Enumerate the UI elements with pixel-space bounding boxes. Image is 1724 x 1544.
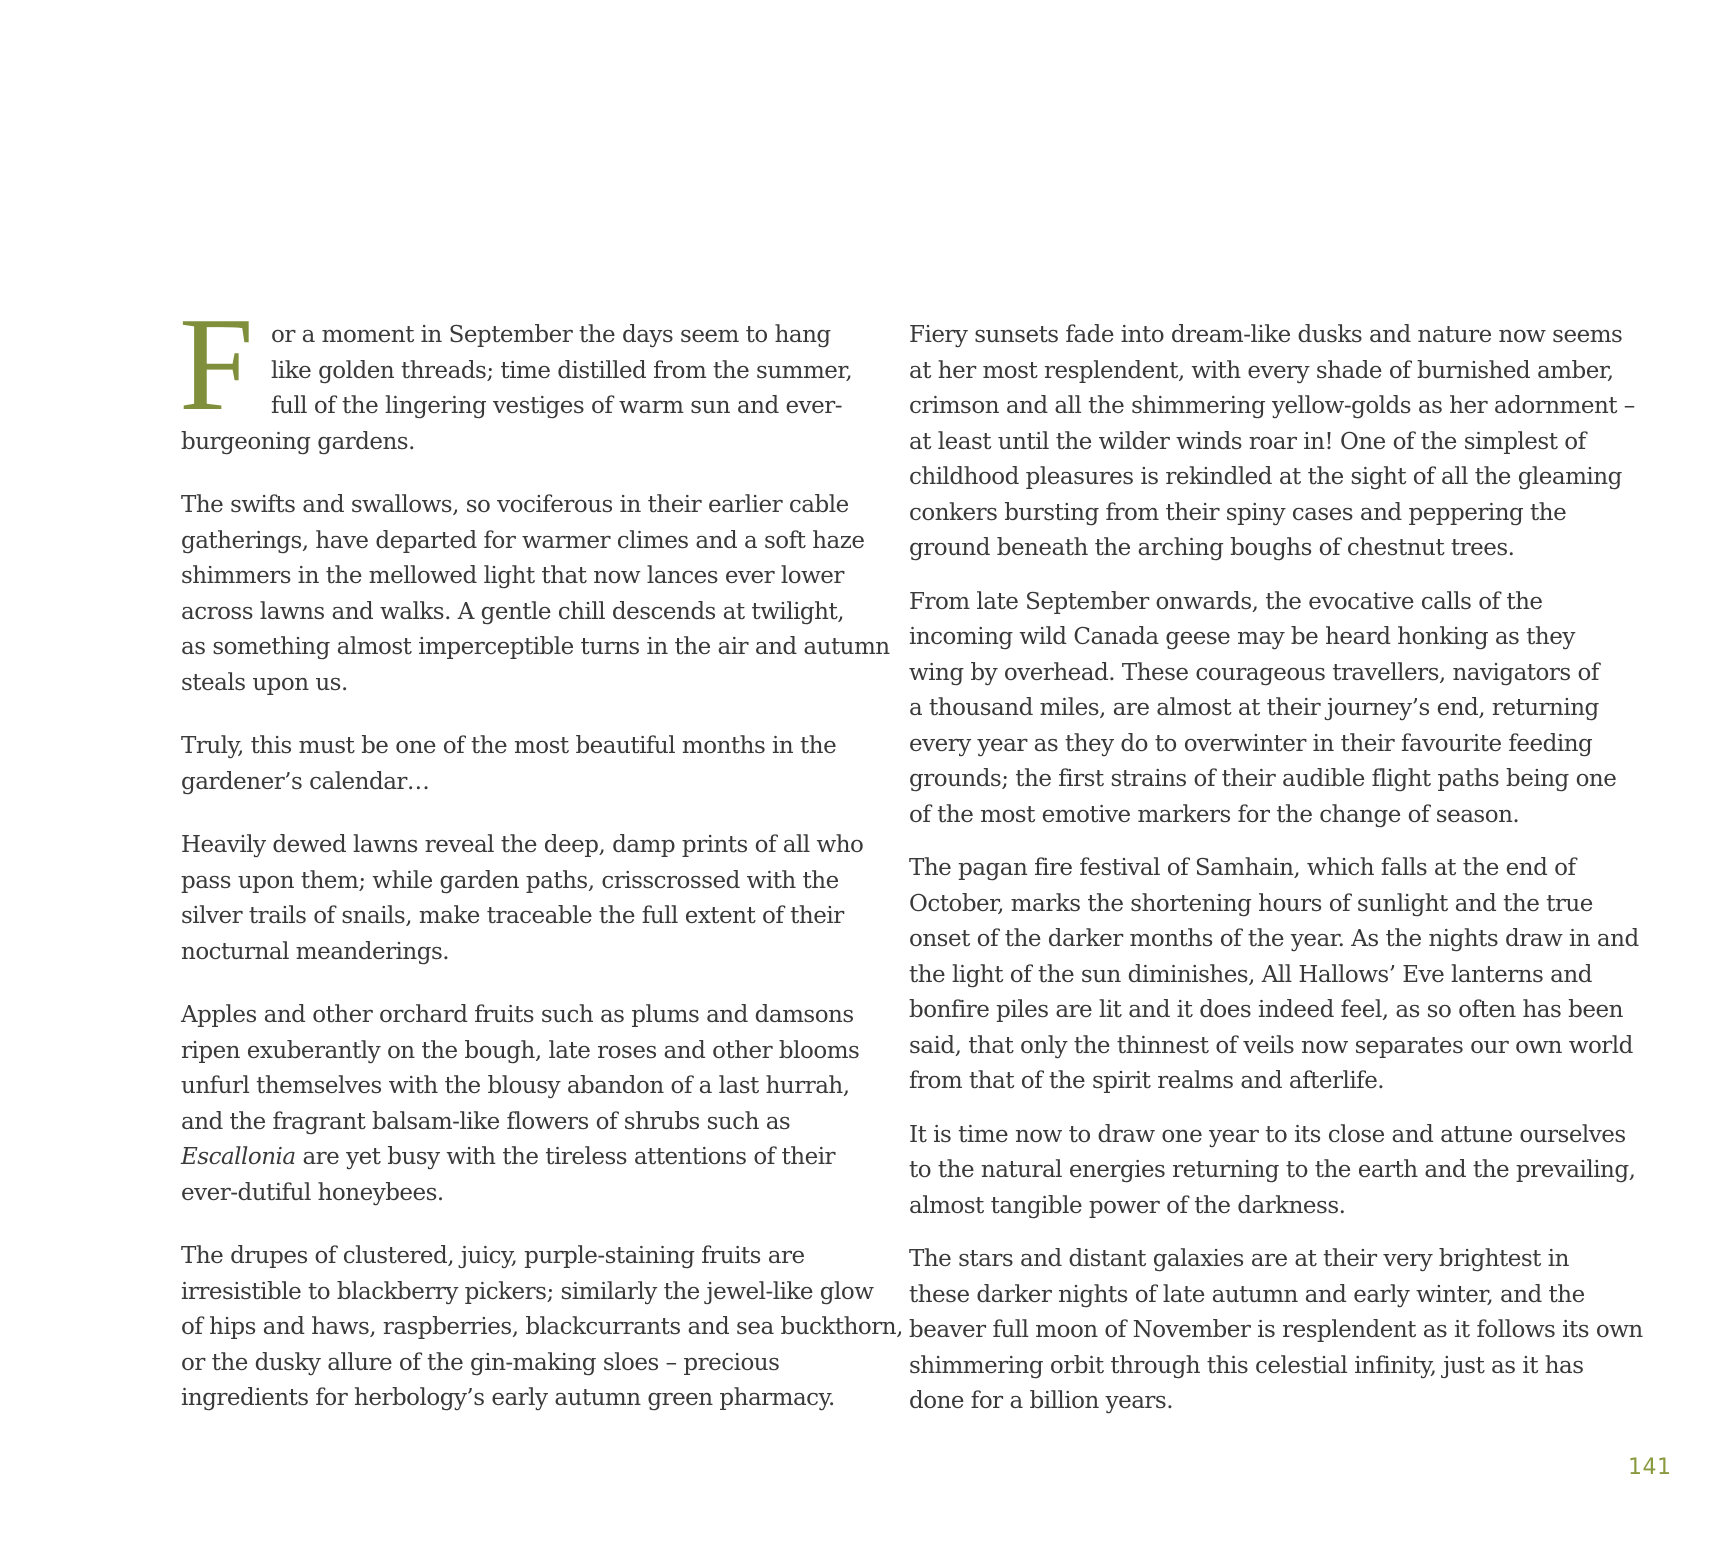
text-line: burgeoning gardens. — [181, 428, 415, 455]
text-line: pass upon them; while garden paths, crisscrossed with the — [181, 867, 839, 894]
text-line: at her most resplendent, with every shade of burnished amber, — [909, 357, 1614, 384]
text-line: unfurl themselves with the blousy abandon of a last hurrah, — [181, 1073, 850, 1099]
text-line: Truly, this must be one of the most beautiful months in the — [181, 733, 837, 759]
text-line: nocturnal meanderings. — [181, 938, 450, 965]
text-line: onset of the darker months of the year. As the nights draw in and — [909, 926, 1639, 952]
text-line: The pagan fire festival of Samhain, which falls at the end of — [909, 855, 1576, 881]
text-line: conkers bursting from their spiny cases and peppering the — [909, 499, 1567, 526]
text-line: Apples and other orchard fruits such as plums and damsons — [181, 1002, 854, 1028]
text-line: The drupes of clustered, juicy, purple-staining fruits are — [181, 1243, 805, 1269]
text-line: incoming wild Canada geese may be heard honking as they — [909, 624, 1575, 650]
text-line: beaver full moon of November is resplendent as it follows its own — [909, 1317, 1643, 1343]
paragraph-3 — [181, 729, 881, 800]
text-line: ground beneath the arching boughs of chestnut trees. — [909, 535, 1515, 561]
text-line: a thousand miles, are almost at their journey’s end, returning — [909, 695, 1599, 721]
text-line: bonfire piles are lit and it does indeed feel, as so often has been — [909, 997, 1623, 1023]
paragraph-2 — [181, 488, 890, 701]
text-line: The stars and distant galaxies are at their very brightest in — [909, 1246, 1569, 1272]
paragraph-1 — [909, 318, 1635, 567]
text-line: at least until the wilder winds roar in! One of the simplest of — [909, 428, 1586, 455]
text-line: shimmering orbit through this celestial infinity, just as it has — [909, 1352, 1584, 1379]
page-number: 141 — [1628, 1455, 1672, 1480]
text-line: From late September onwards, the evocative calls of the — [909, 588, 1543, 615]
paragraph-5 — [909, 1242, 1643, 1420]
text-line: these darker nights of late autumn and early winter, and the — [909, 1281, 1585, 1308]
text-line: or the dusky allure of the gin-making sloes – precious — [181, 1349, 780, 1376]
text-line: silver trails of snails, make traceable the full extent of their — [181, 903, 844, 929]
text-line: October, marks the shortening hours of sunlight and the true — [909, 890, 1593, 917]
drop-cap: F — [179, 290, 254, 438]
text-line: crimson and all the shimmering yellow-golds as her adornment – — [909, 393, 1635, 419]
text-line: irresistible to blackberry pickers; similarly the jewel-like glow — [181, 1278, 874, 1305]
paragraph-2 — [909, 585, 1629, 834]
text-line: done for a billion years. — [909, 1388, 1174, 1414]
left-column — [179, 290, 903, 1445]
text-line: full of the lingering vestiges of warm sun and ever- — [271, 393, 842, 419]
text-line: or a moment in September the days seem to hang — [271, 322, 831, 348]
text-line: across lawns and walks. A gentle chill descends at twilight, — [181, 598, 845, 625]
text-line: like golden threads; time distilled from the summer, — [271, 357, 853, 384]
text-line: said, that only the thinnest of veils now separates our own world — [909, 1032, 1633, 1059]
text-line: shimmers in the mellowed light that now lances ever lower — [181, 563, 844, 589]
text-line: steals upon us. — [181, 669, 348, 696]
text-line: of the most emotive markers for the change of season. — [909, 801, 1520, 828]
text-line: as something almost imperceptible turns in the air and autumn — [181, 634, 890, 660]
text-line: from that of the spirit realms and afterlife. — [909, 1068, 1385, 1094]
text-line: the light of the sun diminishes, All Hallows’ Eve lanterns and — [909, 961, 1592, 988]
italic-plant-name: Escallonia — [181, 1144, 296, 1170]
text-line: ever-dutiful honeybees. — [181, 1179, 444, 1206]
text-line: gardener’s calendar… — [181, 768, 430, 795]
paragraph-6 — [181, 1239, 903, 1417]
text-line: to the natural energies returning to the earth and the prevailing, — [909, 1157, 1636, 1183]
right-column — [909, 318, 1643, 1438]
text-line: childhood pleasures is rekindled at the sight of all the gleaming — [909, 464, 1622, 490]
text-line: and the fragrant balsam-like flowers of shrubs such as — [181, 1108, 791, 1135]
text-line: gatherings, have departed for warmer climes and a soft haze — [181, 527, 865, 554]
text-line: wing by overhead. These courageous travellers, navigators of — [909, 659, 1599, 686]
paragraph-4 — [181, 828, 881, 970]
text-line: Heavily dewed lawns reveal the deep, damp prints of all who — [181, 832, 864, 858]
text-fragment: are yet busy with the tireless attentions of their — [295, 1144, 836, 1170]
text-line: ingredients for herbology’s early autumn green pharmacy. — [181, 1385, 835, 1411]
text-line: of hips and haws, raspberries, blackcurrants and sea buckthorn, — [181, 1314, 903, 1340]
paragraph-1 — [179, 290, 881, 460]
text-line: grounds; the first strains of their audible flight paths being one — [909, 766, 1617, 792]
paragraph-4 — [909, 1118, 1636, 1225]
text-line: Fiery sunsets fade into dream-like dusks and nature now seems — [909, 322, 1623, 348]
text-line: ripen exuberantly on the bough, late roses and other blooms — [181, 1037, 860, 1064]
text-line: almost tangible power of the darkness. — [909, 1192, 1346, 1219]
text-line: The swifts and swallows, so vociferous in their earlier cable — [181, 492, 849, 518]
text-line: It is time now to draw one year to its close and attune ourselves — [909, 1121, 1626, 1148]
paragraph-5 — [181, 998, 881, 1211]
text-line: every year as they do to overwinter in their favourite feeding — [909, 730, 1593, 757]
paragraph-3 — [909, 851, 1639, 1100]
text-line-with-italic — [181, 1140, 881, 1176]
